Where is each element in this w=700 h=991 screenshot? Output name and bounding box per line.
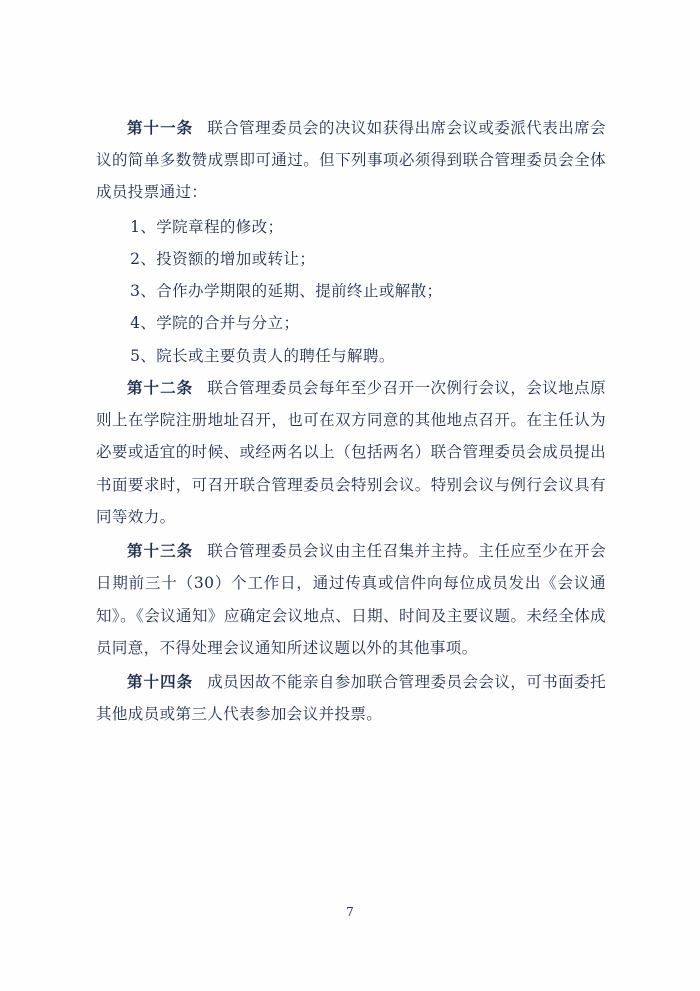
article-paragraph — [96, 112, 606, 209]
article-text: 联合管理委员会议由主任召集并主持。主任应至少在开会日期前三十（30）个工作日，通过传真或信件向每位成员发出《会议通知》。《会议通知》应确定会议地点、日期、时间及主要议题。未经全体成员同意，不得处理会议通知所述议题以外的其他事项。 — [96, 542, 606, 657]
list-item: 5、院长或主要负责人的聘任与解聘。 — [130, 346, 395, 365]
page-number: 7 — [346, 905, 354, 919]
list-item: 3、合作办学期限的延期、提前终止或解散； — [130, 282, 443, 301]
clause-list — [96, 211, 606, 372]
article-text: 联合管理委员会每年至少召开一次例行会议，会议地点原则上在学院注册地址召开，也可在双方同意的其他地点召开。在主任认为必要或适宜的时候、或经两名以上（包括两名）联合管理委员会成员提出书面要求时，可召开联合管理委员会特别会议。特别会议与例行会议具有同等效力。 — [96, 378, 606, 526]
article-text: 联合管理委员会的决议如获得出席会议或委派代表出席会议的简单多数赞成票即可通过。但下列事项必须得到联合管理委员会全体成员投票通过： — [96, 119, 606, 202]
article-paragraph — [96, 666, 606, 730]
list-item: 4、学院的合并与分立； — [130, 314, 300, 333]
list-item: 2、投资额的增加或转让； — [130, 249, 316, 268]
article-label: 第十三条 — [127, 541, 194, 561]
article-text: 成员因故不能亲自参加联合管理委员会会议，可书面委托其他成员或第三人代表参加会议并投票。 — [96, 672, 606, 724]
article-label: 第十四条 — [127, 671, 194, 691]
document-body — [96, 112, 606, 732]
article-paragraph — [96, 372, 606, 533]
article-label: 第十二条 — [127, 377, 194, 397]
article-paragraph — [96, 535, 606, 664]
article-label: 第十一条 — [127, 118, 194, 137]
list-item: 1、学院章程的修改； — [130, 217, 284, 236]
